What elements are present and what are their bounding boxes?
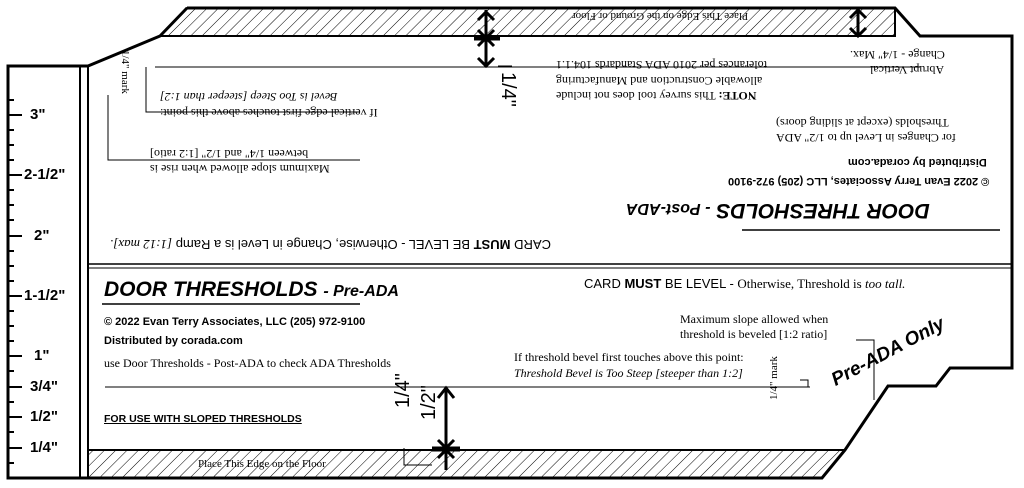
pre-distributed: Distributed by corada.com [104, 335, 243, 347]
pre-sloped-note: FOR USE WITH SLOPED THRESHOLDS [104, 413, 302, 425]
post-title-suffix: - Post-ADA [626, 200, 711, 217]
post-abrupt-1: Abrupt Vertical [870, 63, 945, 77]
pre-dim-half: 1/2" [418, 385, 440, 420]
ruler-label-1-1-2: 1-1/2" [24, 287, 66, 304]
post-dim-quarter: 1/4" [497, 72, 519, 107]
post-title-main: DOOR THRESHOLDS [716, 199, 930, 222]
pre-ada-only-badge: Pre-ADA Only [828, 313, 949, 391]
pre-max-slope-2: threshold is beveled [1:2 ratio] [680, 327, 828, 341]
pre-quarter-mark: 1/4" mark [768, 356, 780, 400]
ruler-ticks [8, 100, 22, 463]
post-note-1: NOTE: This survey tool does not include [556, 89, 757, 103]
pre-max-slope-1: Maximum slope allowed when [680, 312, 829, 326]
ruler-label-3-4: 3/4" [30, 378, 58, 395]
post-max-slope-2: between 1/4" and 1/2" [1:2 ratio] [150, 147, 309, 161]
post-note-2: allowable Construction and Manufacturing [556, 74, 763, 88]
post-copyright: © 2022 Evan Terry Associates, LLC (205) 972-9100 [728, 175, 990, 187]
pre-bevel-2: Threshold Bevel is Too Steep [steeper than 1:2] [514, 366, 743, 380]
pre-title [104, 278, 399, 302]
ruler-label-1-2: 1/2" [30, 408, 58, 425]
post-title [626, 198, 930, 222]
pre-title-main: DOOR THRESHOLDS [104, 278, 318, 301]
post-vert-2: Bevel is Too Steep [steeper than 1:2] [160, 90, 338, 104]
pre-level-note: CARD MUST BE LEVEL - Otherwise, Threshold is too tall. [584, 276, 906, 291]
pre-title-suffix: - Pre-ADA [323, 283, 399, 300]
pre-bevel-1: If threshold bevel first touches above this point: [514, 350, 744, 364]
post-vert-1: If vertical edge first touches above this point: [160, 106, 378, 120]
pre-dim-quarter: 1/4" [392, 373, 414, 408]
post-note-3: tolerances per 2010 ADA Standards 104.1.1 [556, 58, 767, 72]
post-distributed: Distributed by corada.com [848, 156, 987, 168]
ruler-label-2-1-2: 2-1/2" [24, 166, 66, 183]
ruler-label-3: 3" [30, 106, 46, 123]
post-abrupt-2: Change - 1/4" Max. [850, 48, 945, 62]
top-hatch-strip [160, 8, 895, 36]
post-changes-1: for Changes in Level up to 1/2" ADA [776, 131, 956, 145]
ruler-label-2: 2" [34, 227, 50, 244]
pre-use-note: use Door Thresholds - Post-ADA to check ADA Thresholds [104, 356, 391, 370]
post-max-slope-1: Maximum slope allowed when rise is [150, 162, 330, 176]
post-floor-edge: Place This Edge on the Ground or Floor [572, 10, 749, 22]
post-changes-2: Thresholds (except at sliding doors) [776, 116, 949, 130]
pre-copyright: © 2022 Evan Terry Associates, LLC (205) 972-9100 [104, 316, 366, 328]
post-quarter-mark: 1/4" mark [119, 50, 131, 94]
pre-floor-edge: Place This Edge on the Floor [198, 458, 326, 470]
ruler-label-1-4: 1/4" [30, 439, 58, 456]
post-level-note: CARD MUST BE LEVEL - Otherwise, Change in Level is a Ramp [1:12 max]. [110, 237, 551, 252]
ruler-label-1: 1" [34, 347, 50, 364]
